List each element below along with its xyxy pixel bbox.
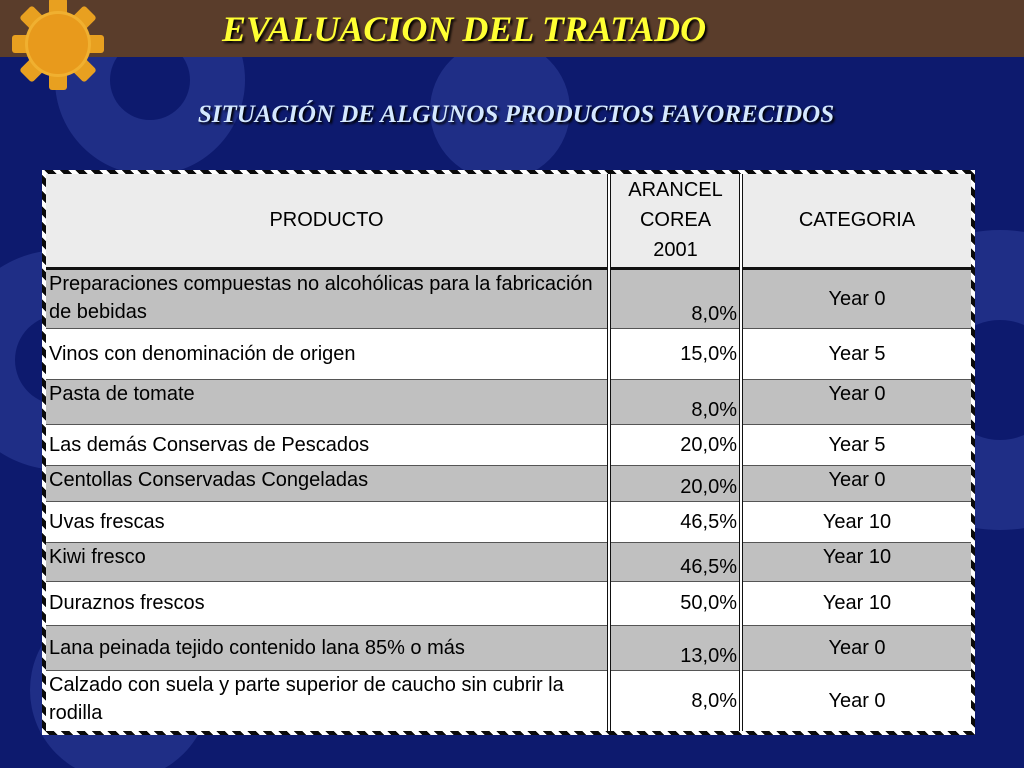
cell-producto: Kiwi fresco bbox=[46, 542, 609, 581]
page-subtitle: SITUACIÓN DE ALGUNOS PRODUCTOS FAVORECIDOS bbox=[197, 101, 835, 128]
cell-categoria: Year 0 bbox=[741, 379, 971, 424]
page-title: EVALUACION DEL TRATADO bbox=[222, 9, 707, 49]
cell-producto: Centollas Conservadas Congeladas bbox=[46, 465, 609, 501]
gear-sun-icon bbox=[6, 0, 110, 90]
table-row bbox=[46, 465, 971, 501]
cell-arancel: 8,0% bbox=[609, 670, 741, 731]
cell-categoria: Year 0 bbox=[741, 670, 971, 731]
cell-arancel: 8,0% bbox=[609, 379, 741, 424]
header-categoria: CATEGORIA bbox=[741, 174, 971, 268]
table-row bbox=[46, 328, 971, 379]
cell-arancel: 50,0% bbox=[609, 581, 741, 625]
table-header-row bbox=[46, 174, 971, 268]
cell-categoria: Year 10 bbox=[741, 581, 971, 625]
cell-categoria: Year 0 bbox=[741, 465, 971, 501]
table-row bbox=[46, 670, 971, 731]
cell-producto: Uvas frescas bbox=[46, 501, 609, 542]
cell-producto: Calzado con suela y parte superior de caucho sin cubrir la rodilla bbox=[46, 670, 609, 731]
header-arancel-line: COREA bbox=[639, 209, 712, 232]
cell-arancel: 13,0% bbox=[609, 625, 741, 670]
header-arancel-line: ARANCEL bbox=[628, 179, 723, 202]
table-row bbox=[46, 501, 971, 542]
header-arancel bbox=[609, 174, 741, 268]
header-producto: PRODUCTO bbox=[46, 174, 609, 268]
cell-arancel: 46,5% bbox=[609, 542, 741, 581]
table-row bbox=[46, 379, 971, 424]
cell-producto: Duraznos frescos bbox=[46, 581, 609, 625]
cell-arancel: 8,0% bbox=[609, 268, 741, 328]
cell-categoria: Year 10 bbox=[741, 542, 971, 581]
cell-arancel: 46,5% bbox=[609, 501, 741, 542]
table-row bbox=[46, 542, 971, 581]
cell-arancel: 20,0% bbox=[609, 465, 741, 501]
cell-categoria: Year 0 bbox=[741, 625, 971, 670]
cell-producto: Preparaciones compuestas no alcohólicas para la fabricación de bebidas bbox=[46, 268, 609, 328]
cell-arancel: 15,0% bbox=[609, 328, 741, 379]
cell-categoria: Year 5 bbox=[741, 328, 971, 379]
cell-categoria: Year 10 bbox=[741, 501, 971, 542]
cell-categoria: Year 5 bbox=[741, 424, 971, 465]
table-row bbox=[46, 581, 971, 625]
cell-producto: Lana peinada tejido contenido lana 85% o más bbox=[46, 625, 609, 670]
cell-producto: Las demás Conservas de Pescados bbox=[46, 424, 609, 465]
cell-producto: Vinos con denominación de origen bbox=[46, 328, 609, 379]
cell-categoria: Year 0 bbox=[741, 268, 971, 328]
products-table bbox=[46, 174, 971, 731]
table-row bbox=[46, 268, 971, 328]
cell-producto: Pasta de tomate bbox=[46, 379, 609, 424]
table-row bbox=[46, 424, 971, 465]
cell-arancel: 20,0% bbox=[609, 424, 741, 465]
header-arancel-line: 2001 bbox=[653, 239, 698, 262]
table-row bbox=[46, 625, 971, 670]
